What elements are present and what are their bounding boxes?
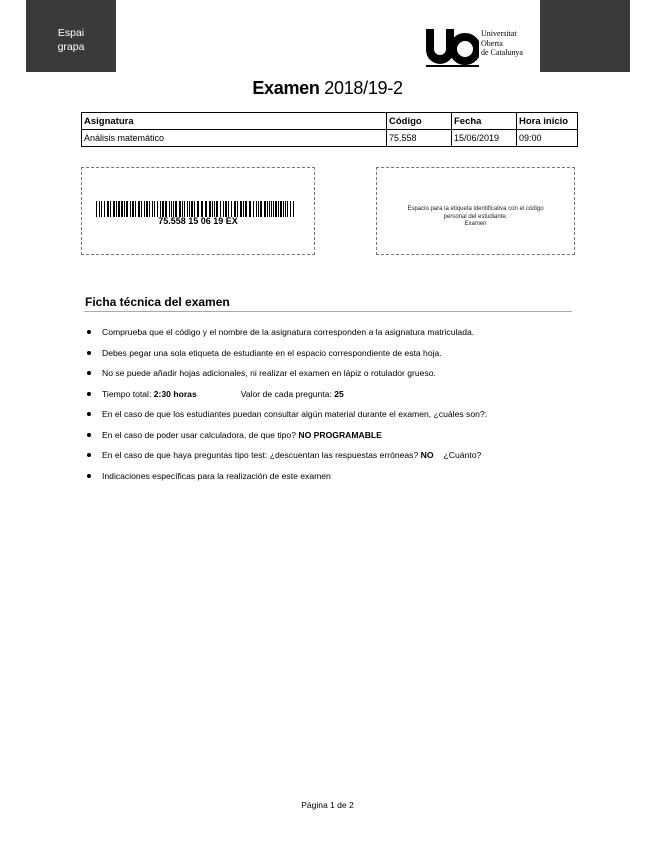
- staple-area-label: Espai grapa: [57, 27, 85, 53]
- bullet-icon: [87, 351, 91, 355]
- header-code: Código: [387, 113, 452, 130]
- bullet-icon: [87, 453, 91, 457]
- header-subject: Asignatura: [82, 113, 387, 130]
- header-date: Fecha: [452, 113, 517, 130]
- uoc-logo-text: Universitat Oberta de Catalunya: [481, 29, 523, 57]
- list-item: En el caso de que los estudiantes puedan consultar algún material durante el examen, ¿cuáles son?:: [84, 408, 584, 429]
- barcode-label: 75.558 15 06 19 EX: [158, 216, 238, 226]
- exam-info-table: [81, 112, 578, 147]
- cell-date: 15/06/2019: [452, 130, 517, 147]
- cell-subject: Análisis matemático: [82, 130, 387, 147]
- uoc-logo: [424, 25, 539, 69]
- list-item: Tiempo total: 2:30 horas Valor de cada pregunta: 25: [84, 388, 584, 409]
- list-item: Indicaciones específicas para la realización de este examen: [84, 470, 584, 491]
- barcode-image: [96, 201, 300, 217]
- header-start-time: Hora inicio: [517, 113, 578, 130]
- section-divider: [84, 311, 572, 312]
- list-item: En el caso de poder usar calculadora, de que tipo? NO PROGRAMABLE: [84, 429, 584, 450]
- exam-sticker-box: [81, 167, 315, 255]
- table-header-row: [82, 113, 578, 130]
- student-label-instructions: Espacio para la etiqueta identificativa con el código personal del estudiante. Examen: [407, 206, 544, 227]
- page-number: Página 1 de 2: [301, 800, 354, 810]
- cell-start-time: 09:00: [517, 130, 578, 147]
- list-item: No se puede añadir hojas adicionales, ni realizar el examen en lápiz o rotulador grueso.: [84, 367, 584, 388]
- section-title: Ficha técnica del examen: [85, 295, 230, 309]
- student-label-box: [376, 167, 575, 255]
- uoc-logo-mark: [424, 25, 479, 67]
- list-item: Debes pegar una sola etiqueta de estudiante en el espacio correspondiente de esta hoja.: [84, 347, 584, 368]
- corner-block-right: [540, 0, 630, 72]
- bullet-icon: [87, 433, 91, 437]
- list-item: En el caso de que haya preguntas tipo test: ¿descuentan las respuestas erróneas? NO ¿Cuánto?: [84, 449, 584, 470]
- bullet-icon: [87, 371, 91, 375]
- bullet-icon: [87, 412, 91, 416]
- cell-code: 75.558: [387, 130, 452, 147]
- bullet-icon: [87, 330, 91, 334]
- staple-area: [26, 0, 116, 72]
- bullet-icon: [87, 474, 91, 478]
- page-title: Examen 2018/19-2: [252, 78, 403, 98]
- table-row: [82, 130, 578, 147]
- bullet-icon: [87, 392, 91, 396]
- list-item: Comprueba que el código y el nombre de la asignatura corresponden a la asignatura matriculada.: [84, 326, 584, 347]
- exam-instructions-list: [84, 326, 584, 490]
